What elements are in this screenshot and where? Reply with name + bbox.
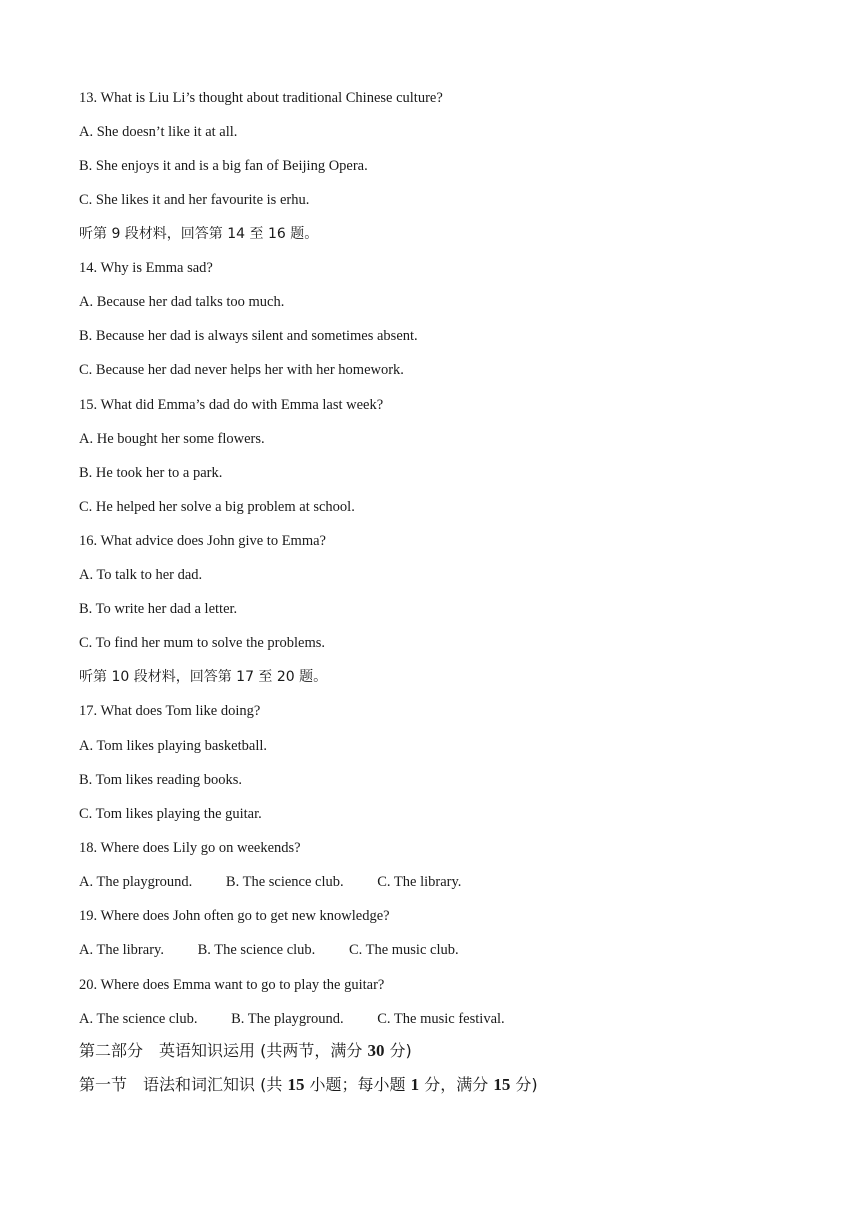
q14-stem: 14. Why is Emma sad? (79, 260, 213, 276)
q18-option-c: C. The library. (377, 874, 462, 890)
q17-option-a: A. Tom likes playing basketball. (79, 738, 267, 754)
q14-option-b: B. Because her dad is always silent and sometimes absent. (79, 328, 418, 344)
q14-option-a: A. Because her dad talks too much. (79, 294, 285, 310)
part-2-title: 第二部分 英语知识运用 (79, 1041, 256, 1060)
q20-options (79, 1010, 505, 1028)
q18-options (79, 873, 461, 891)
section-1-note-pre: (共 (260, 1075, 288, 1094)
q13-option-c: C. She likes it and her favourite is erhu. (79, 192, 310, 208)
q19-option-a: A. The library. (79, 942, 164, 958)
section-1-points-each: 1 (410, 1075, 420, 1094)
section-9-instruction: 听第 9 段材料，回答第 14 至 16 题。 (79, 226, 319, 242)
q15-option-b: B. He took her to a park. (79, 465, 223, 481)
q19-option-b: B. The science club. (197, 942, 316, 958)
q16-option-b: B. To write her dad a letter. (79, 601, 238, 617)
part-2-note-pre: (共两节，满分 (260, 1041, 368, 1060)
q18-stem: 18. Where does Lily go on weekends? (79, 840, 301, 856)
section-1-total-score: 15 (493, 1075, 511, 1094)
section-1-mid-1: 小题；每小题 (304, 1075, 411, 1094)
q15-option-a: A. He bought her some flowers. (79, 431, 265, 447)
q20-option-b: B. The playground. (231, 1011, 344, 1027)
q16-stem: 16. What advice does John give to Emma? (79, 533, 326, 549)
q18-option-b: B. The science club. (225, 874, 344, 890)
section-1-heading (79, 1076, 538, 1094)
q20-option-c: C. The music festival. (377, 1011, 505, 1027)
part-2-note-post: 分) (384, 1041, 412, 1060)
q17-option-b: B. Tom likes reading books. (79, 772, 243, 788)
section-10-instruction: 听第 10 段材料，回答第 17 至 20 题。 (79, 669, 328, 685)
q17-stem: 17. What does Tom like doing? (79, 703, 261, 719)
q19-options (79, 941, 459, 959)
section-1-note-post: 分) (510, 1075, 538, 1094)
q16-option-c: C. To find her mum to solve the problems. (79, 635, 325, 651)
q13-option-a: A. She doesn’t like it at all. (79, 124, 238, 140)
section-1-title: 第一节 语法和词汇知识 (79, 1075, 256, 1094)
q19-option-c: C. The music club. (348, 942, 459, 958)
section-1-mid-2: 分，满分 (419, 1075, 494, 1094)
q14-option-c: C. Because her dad never helps her with her homework. (79, 362, 404, 378)
part-2-total-score: 30 (367, 1041, 385, 1060)
section-1-question-count: 15 (287, 1075, 305, 1094)
q17-option-c: C. Tom likes playing the guitar. (79, 806, 262, 822)
q18-option-a: A. The playground. (79, 874, 193, 890)
q16-option-a: A. To talk to her dad. (79, 567, 203, 583)
q13-option-b: B. She enjoys it and is a big fan of Beijing Opera. (79, 158, 368, 174)
q19-stem: 19. Where does John often go to get new knowledge? (79, 908, 390, 924)
q20-option-a: A. The science club. (79, 1011, 198, 1027)
q15-stem: 15. What did Emma’s dad do with Emma last week? (79, 397, 384, 413)
part-2-heading (79, 1042, 412, 1060)
q13-stem: 13. What is Liu Li’s thought about traditional Chinese culture? (79, 90, 443, 106)
q15-option-c: C. He helped her solve a big problem at school. (79, 499, 355, 515)
q20-stem: 20. Where does Emma want to go to play the guitar? (79, 977, 385, 993)
